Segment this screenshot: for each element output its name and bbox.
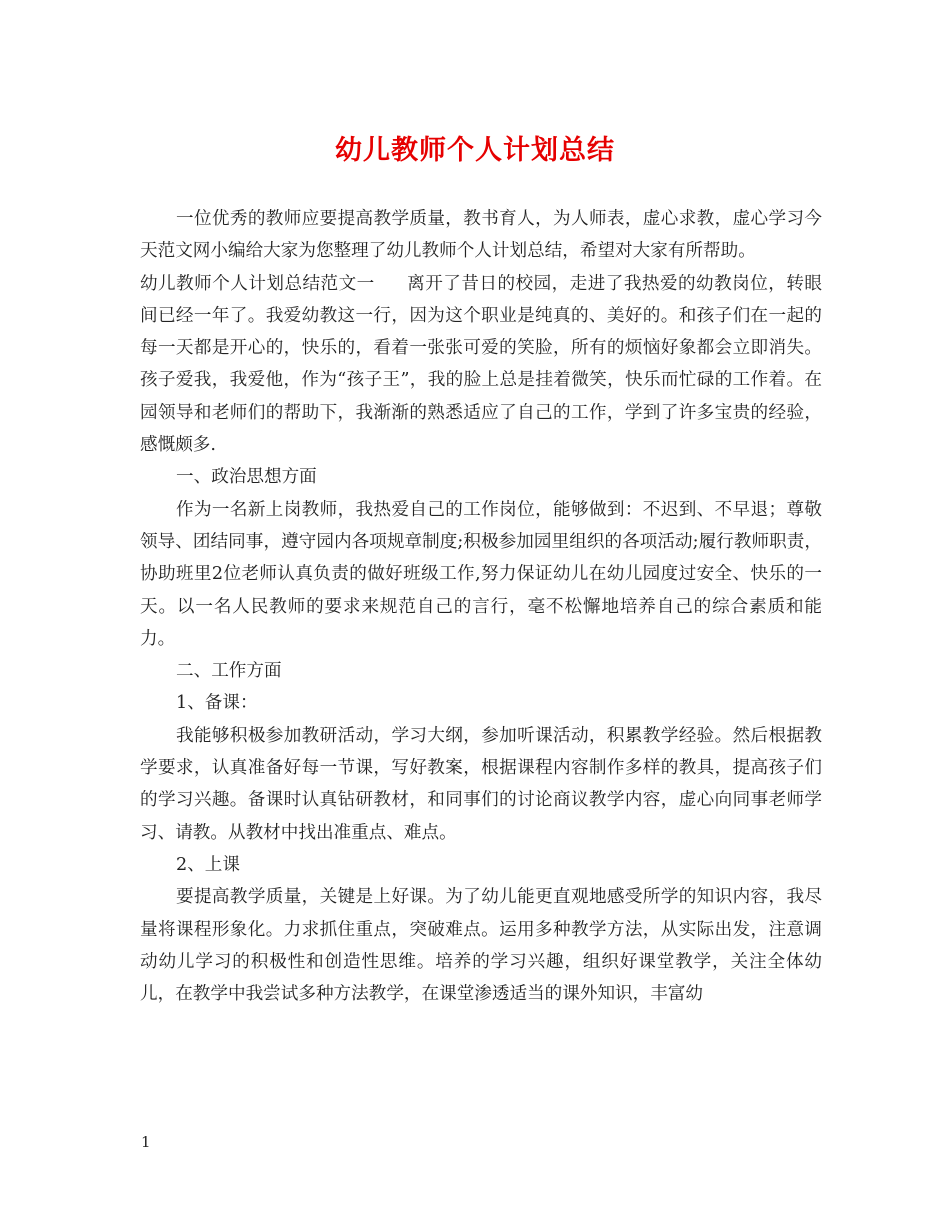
subheading-teaching: 2、上课	[176, 854, 240, 875]
subheading-lesson-prep: 1、备课：	[176, 693, 258, 714]
teaching-paragraph: 要提高教学质量，关键是上好课。为了幼儿能更直观地感受所学的知识内容，我尽量将课程形象化。力求抓住重点，突破难点。运用多种教学方法，从实际出发，注意调动幼儿学习的积极性和创造性思维。培养的学习兴趣，组织好课堂教学，关注全体幼儿，在教学中我尝试多种方法教学，在课堂渗透适当的课外知识，丰富幼	[140, 887, 822, 1005]
document-body	[140, 203, 822, 1010]
sample-text: 离开了昔日的校园，走进了我热爱的幼教岗位，转眼间已经一年了。我爱幼教这一行，因为这个职业是纯真的、美好的。和孩子们在一起的每一天都是开心的，快乐的，看着一张张可爱的笑脸，所有的烦恼好象都会立即消失。孩子爱我，我爱他，作为“孩子王”，我的脸上总是挂着微笑，快乐而忙碌的工作着。在园领导和老师们的帮助下，我渐渐的熟悉适应了自己的工作，学到了许多宝贵的经验，感慨颇多.	[140, 273, 822, 456]
intro-paragraph: 一位优秀的教师应要提高教学质量，教书育人，为人师表，虚心求教，虚心学习今天范文网小编给大家为您整理了幼儿教师个人计划总结，希望对大家有所帮助。	[140, 209, 822, 262]
page-number: 1	[141, 1133, 151, 1151]
sample-heading: 幼儿教师个人计划总结范文一	[140, 273, 375, 294]
sample-paragraph	[140, 268, 822, 462]
politics-paragraph: 作为一名新上岗教师，我热爱自己的工作岗位，能够做到：不迟到、不早退；尊敬领导、团结同事，遵守园内各项规章制度;积极参加园里组织的各项活动;履行教师职责，协助班里2位老师认真负责的做好班级工作,努力保证幼儿在幼儿园度过安全、快乐的一天。以一名人民教师的要求来规范自己的言行，毫不松懈地培养自己的综合素质和能力。	[140, 499, 822, 649]
lesson-prep-paragraph: 我能够积极参加教研活动，学习大纲，参加听课活动，积累教学经验。然后根据教学要求，认真准备好每一节课，写好教案，根据课程内容制作多样的教具，提高孩子们的学习兴趣。备课时认真钻研教材，和同事们的讨论商议教学内容，虚心向同事老师学习、请教。从教材中找出准重点、难点。	[140, 725, 822, 843]
section-heading-work: 二、工作方面	[176, 661, 282, 682]
section-heading-politics: 一、政治思想方面	[176, 467, 317, 488]
document-title: 幼儿教师个人计划总结	[335, 135, 615, 166]
